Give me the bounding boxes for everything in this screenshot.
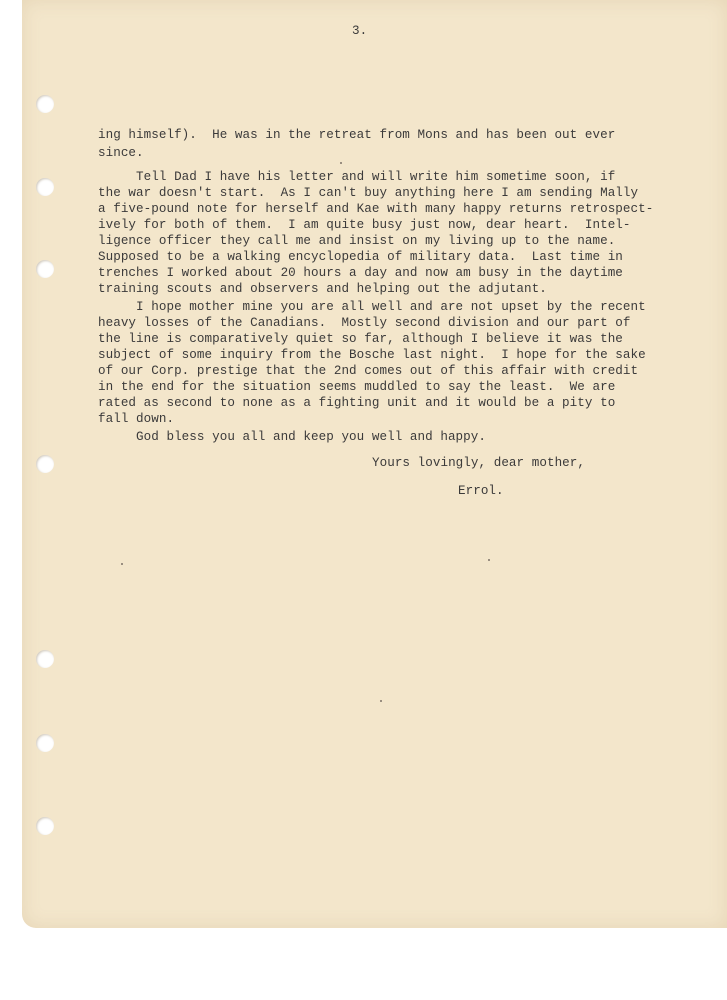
binder-hole [36,260,54,278]
text-line: training scouts and observers and helping out the adjutant. [98,282,547,296]
text-line: in the end for the situation seems muddled to say the least. We are [98,380,616,394]
text-line: heavy losses of the Canadians. Mostly second division and our part of [98,316,631,330]
text-line: trenches I worked about 20 hours a day and now am busy in the daytime [98,266,623,280]
text-line: the war doesn't start. As I can't buy anything here I am sending Mally [98,186,639,200]
binder-hole [36,817,54,835]
text-line: since. [98,146,144,160]
binder-hole [36,95,54,113]
text-line: a five-pound note for herself and Kae with many happy returns retrospect- [98,202,654,216]
text-line: the line is comparatively quiet so far, although I believe it was the [98,332,623,346]
text-line: subject of some inquiry from the Bosche last night. I hope for the sake [98,348,646,362]
text-line: ligence officer they call me and insist on my living up to the name. [98,234,616,248]
text-line: ing himself). He was in the retreat from Mons and has been out ever [98,128,616,142]
text-line: fall down. [98,412,175,426]
signature: Errol. [458,484,504,498]
binder-hole [36,650,54,668]
text-line: of our Corp. prestige that the 2nd comes out of this affair with credit [98,364,639,378]
text-line: Tell Dad I have his letter and will write him sometime soon, if [98,170,616,184]
closing-line: Yours lovingly, dear mother, [372,456,586,470]
text-line: rated as second to none as a fighting unit and it would be a pity to [98,396,616,410]
text-line: I hope mother mine you are all well and are not upset by the recent [98,300,646,314]
paper-speck [380,700,382,702]
text-line: Supposed to be a walking encyclopedia of military data. Last time in [98,250,623,264]
letter-page [22,0,727,928]
paper-speck [121,563,123,565]
text-line: ively for both of them. I am quite busy just now, dear heart. Intel- [98,218,631,232]
paper-speck [340,162,342,164]
binder-hole [36,455,54,473]
binder-hole [36,734,54,752]
page-number: 3. [352,24,368,38]
binder-hole [36,178,54,196]
paper-speck [488,559,490,561]
text-line: God bless you all and keep you well and happy. [98,430,486,444]
